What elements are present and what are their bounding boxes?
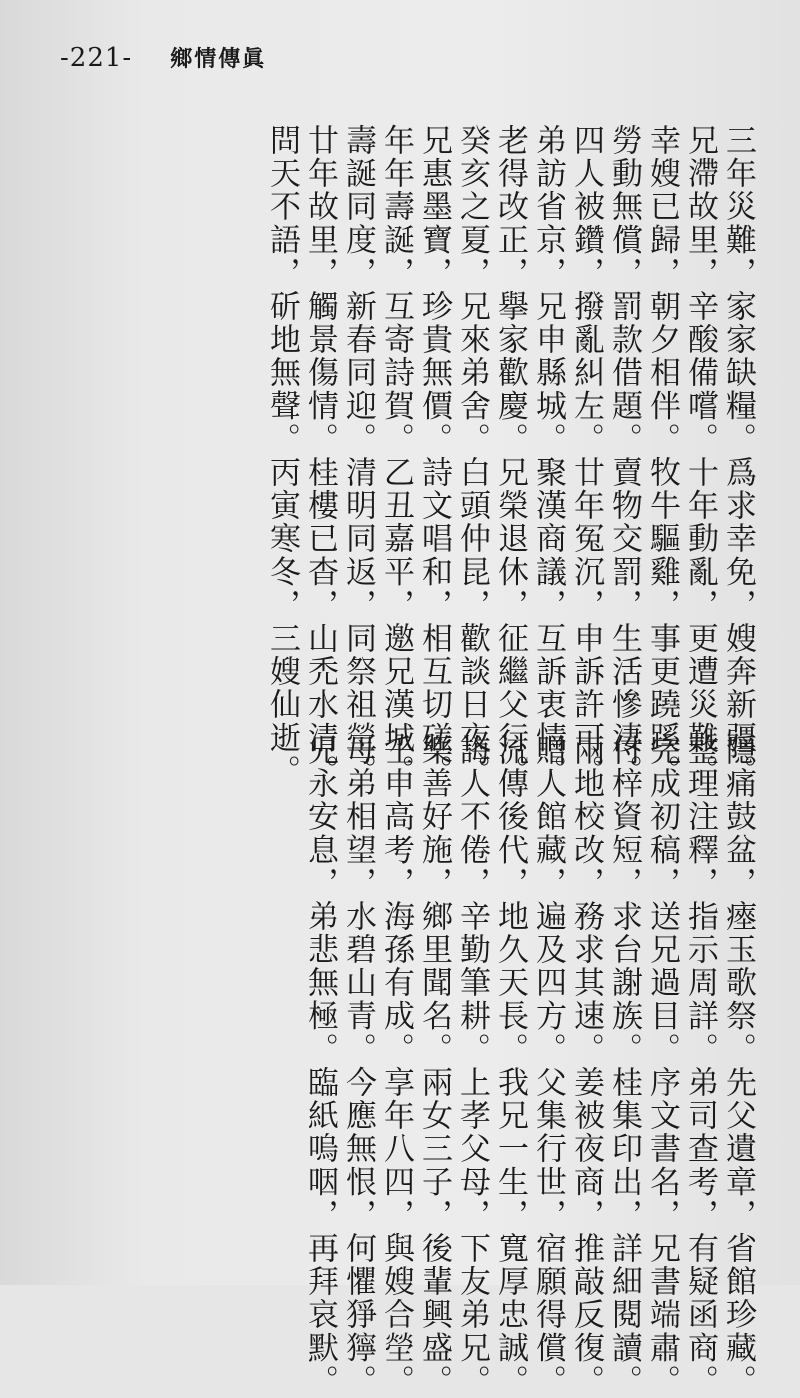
verse-column: 兄滯故里，辛酸備嚐。十年動亂，更遭災難。 [682, 124, 718, 788]
verse-column: 癸亥之夏，兄來弟舍。白頭仲昆，歡談日夜。 [454, 124, 490, 788]
verse-column: 完成初稿，送兄過目。序文書名，兄書端肅。 [644, 734, 680, 1398]
running-title: 鄉情傳眞 [170, 46, 267, 72]
verse-column: 三年災難，家家缺糧。爲求幸免，嫂奔新疆。 [720, 124, 756, 788]
verse-column: 誨人不倦，辛勤筆耕。上孝父母，下友弟兄。 [454, 734, 490, 1398]
verse-column: 流傳後代，地久天長。我兄一生，寬厚忠誠。 [492, 734, 528, 1398]
verse-column: 樂善好施，鄉里聞名。兩女三子，後輩興盛。 [416, 734, 452, 1398]
verse-column: 幸嫂已歸，朝夕相伴。牧牛驅雞，事更蹺蹊。 [644, 124, 680, 788]
verse-column: 兄永安息，弟悲無極。臨紙嗚咽，再拜哀默。 [302, 734, 338, 1398]
verse-column: 廿年故里，觸景傷情。桂樓已杳，山禿水清。 [302, 124, 338, 788]
verse-column: 整理注釋，指示周詳。弟司查考，有疑函商。 [682, 734, 718, 1398]
verse-column: 四人被鑽，撥亂糾左。廿年冤沉，申訴許可。 [568, 124, 604, 788]
page-number: -221- [60, 43, 133, 73]
verse-column: 勞動無償，罰款借題。賣物交罰，生活慘淒。 [606, 124, 642, 788]
verse-column: 隱痛鼓盆，瘞玉歌祭。先父遺章，省館珍藏。 [720, 734, 756, 1398]
page-header [60, 42, 266, 73]
verse-column: 付梓資短，求台謝族。桂集印出，詳細閱讀。 [606, 734, 642, 1398]
verse-column: 老得改正，擧家歡慶。兄榮退休，征繼父行。 [492, 124, 528, 788]
verse-column: 年年壽誕，互寄詩賀。乙丑嘉平，邀兄漢城。 [378, 124, 414, 788]
verse-column: 母弟相望，水碧山青。今應無恨，何懼猙獰。 [340, 734, 376, 1398]
verse-column: 兄惠墨寶，珍貴無價。詩文唱和，相互切磋。 [416, 124, 452, 788]
verse-column: 問天不語，斫地無聲。丙寅寒冬，三嫂仙逝。 [264, 124, 300, 788]
verse-column: 贈人館藏，遍及四方。父集行世，宿願得償。 [530, 734, 566, 1398]
verse-column: 兩地校改，務求其速。姜被夜商，推敲反復。 [568, 734, 604, 1398]
verse-column: 壽誕同度，新春同迎。清明同返，同祭祖塋。 [340, 124, 376, 788]
verse-column: 壬申高考，海孫有成。享年八四，與嫂合塋。 [378, 734, 414, 1398]
verse-column: 弟訪省京，兄申縣城。聚漢商議，互訴衷情。 [530, 124, 566, 788]
